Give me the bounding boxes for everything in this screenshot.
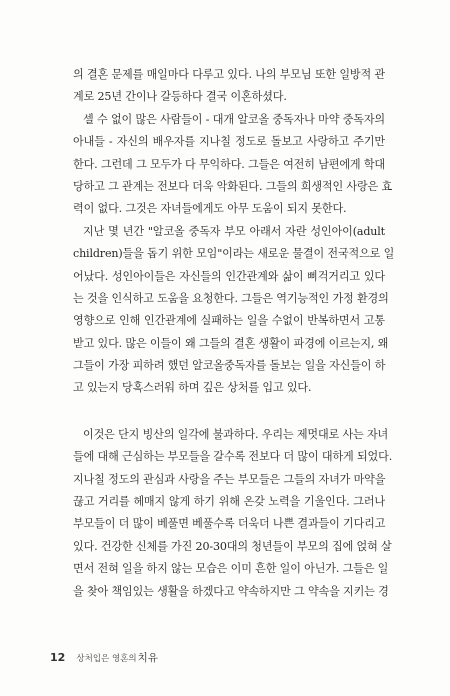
running-title-emphasis: 치유: [137, 652, 158, 664]
text-line: 면서 전혀 일을 하지 않는 모습은 이미 흔한 일이 아닌가. 그들은 일: [73, 562, 389, 576]
paragraph-spacer: [73, 400, 385, 424]
text-line: 어났다. 성인아이들은 자신들의 인간관계와 삶이 삐걱거리고 있다: [73, 269, 385, 283]
text-line: 당하고 그 관계는 전보다 더욱 악화된다. 그들의 희생적인 사랑은 효: [73, 179, 393, 193]
text-line: 한다. 그런데 그 모두가 다 무익하다. 그들은 여전히 남편에게 학대: [73, 157, 385, 171]
text-line: 지나칠 정도의 관심과 사랑을 주는 부모들은 그들의 자녀가 마약을: [73, 472, 386, 486]
body-text: [73, 64, 395, 603]
text-line: 들에 대해 근심하는 부모들을 갈수록 전보다 더 많이 대하게 되었다.: [73, 450, 393, 464]
running-title: 상처입은 영혼의: [76, 654, 137, 664]
page-number: 12: [50, 651, 66, 664]
text-line: 아내들 - 자신의 배우자를 지나칠 정도로 돌보고 사랑하고 주기만: [73, 135, 385, 149]
text-line: 지난 몇 년간 "알코올 중독자 부모 아래서 자란 성인아이(adult: [83, 224, 385, 238]
text-line: 셀 수 없이 많은 사람들이 - 대개 알코올 중독자나 마약 중독자의: [83, 112, 385, 126]
text-line: 의 결혼 문제를 매일마다 다루고 있다. 나의 부모님 또한 일방적 관: [73, 68, 385, 81]
text-line: 계로 25년 간이나 갈등하다 결국 이혼하셨다.: [73, 90, 287, 104]
page-footer: [50, 646, 158, 665]
text-line: 력이 없다. 그것은 자녀들에게도 아무 도움이 되지 못한다.: [73, 202, 347, 216]
text-line: 영향으로 인해 인간관계에 실패하는 일을 수없이 반복하면서 고통: [73, 314, 385, 328]
text-line: 끊고 거리를 헤매지 않게 하기 위해 온갖 노력을 기울인다. 그러나: [73, 495, 385, 509]
text-line: 받고 있다. 많은 이들이 왜 그들의 결혼 생활이 파경에 이르는지, 왜: [73, 336, 389, 350]
text-line: 이것은 단지 빙산의 일각에 불과하다. 우리는 제멋대로 사는 자녀: [83, 427, 389, 441]
text-line: 고 있는지 당혹스러워 하며 깊은 상처를 입고 있다.: [73, 381, 312, 395]
text-line: 을 찾아 책임있는 생활을 하겠다고 약속하지만 그 약속을 지키는 경: [73, 584, 389, 598]
text-line: children)들을 돕기 위한 모임"이라는 새로운 물결이 전국적으로 일: [73, 247, 395, 261]
text-line: 는 것을 인식하고 도움을 요청한다. 그들은 역기능적인 가정 환경의: [73, 291, 389, 305]
text-line: 부모들이 더 많이 베풀면 베풀수록 더욱더 나쁜 결과들이 기다리고: [73, 517, 386, 531]
text-line: 있다. 건강한 신체를 가진 20-30대의 청년들이 부모의 집에 얹혀 살: [73, 539, 392, 553]
text-line: 그들이 가장 피하려 했던 알코올중독자를 돌보는 일을 자신들이 하: [73, 359, 386, 373]
